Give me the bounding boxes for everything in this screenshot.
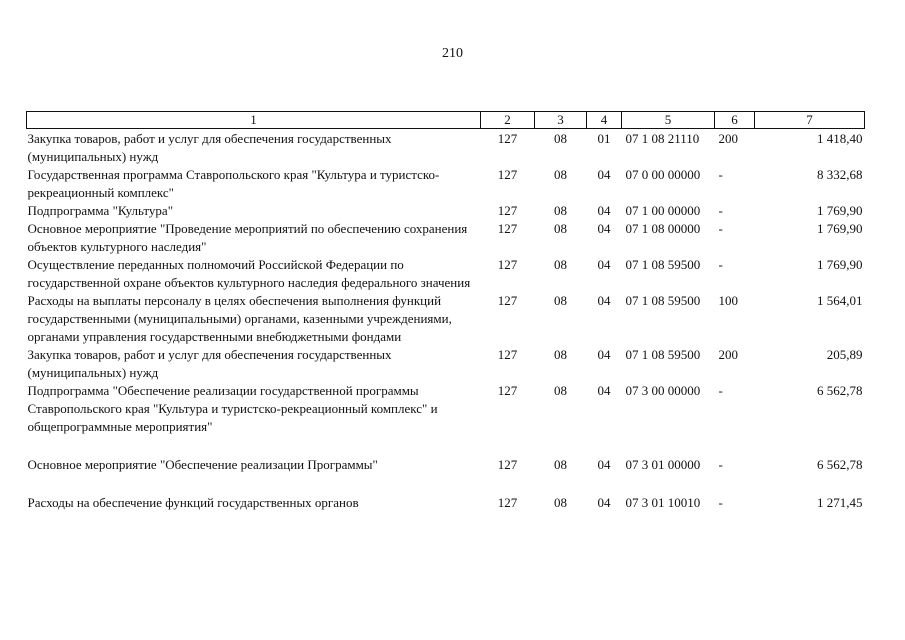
column-header-7: 7: [755, 112, 865, 129]
row-rz: 08: [554, 131, 567, 146]
row-pr: 04: [597, 293, 611, 308]
column-header-4: 4: [587, 112, 622, 129]
row-vr: -: [718, 221, 723, 236]
row-csr: 07 1 08 59500: [625, 257, 701, 272]
table-header: [27, 112, 865, 129]
row-name: Основное мероприятие "Обеспечение реализации Программы": [27, 457, 378, 472]
table-row: [27, 292, 865, 346]
row-name: Закупка товаров, работ и услуг для обеспечения государственных (муниципальных) нужд: [27, 131, 392, 164]
row-csr: 07 1 08 21110: [625, 131, 700, 146]
row-amount: 8 332,68: [817, 167, 863, 182]
row-csr: 07 1 08 59500: [625, 293, 701, 308]
row-csr: 07 3 01 10010: [625, 495, 701, 510]
row-amount: 1 564,01: [817, 293, 863, 308]
table-row: [27, 456, 865, 494]
row-vr: -: [718, 457, 723, 472]
row-name: Закупка товаров, работ и услуг для обеспечения государственных (муниципальных) нужд: [27, 347, 392, 380]
row-ved: 127: [497, 221, 518, 236]
table-row: [27, 382, 865, 456]
row-pr: 04: [597, 347, 611, 362]
row-name: Осуществление переданных полномочий Российской Федерации по государственной охране объектов культурного наследия федерального значения: [27, 257, 471, 290]
row-amount: 6 562,78: [817, 383, 863, 398]
row-amount: 1 769,90: [817, 257, 863, 272]
row-name: Подпрограмма "Культура": [27, 203, 174, 218]
table-body: [27, 129, 865, 513]
row-name: Основное мероприятие "Проведение мероприятий по обеспечению сохранения объектов культурного наследия": [27, 221, 468, 254]
row-ved: 127: [497, 383, 518, 398]
row-amount: 1 769,90: [817, 221, 863, 236]
row-pr: 04: [597, 257, 611, 272]
row-pr: 04: [597, 203, 611, 218]
column-header-5: 5: [622, 112, 715, 129]
row-amount: 6 562,78: [817, 457, 863, 472]
row-csr: 07 3 01 00000: [625, 457, 701, 472]
table-row: [27, 220, 865, 256]
row-csr: 07 1 08 00000: [625, 221, 701, 236]
row-pr: 04: [597, 495, 611, 510]
row-vr: 200: [718, 347, 738, 362]
row-vr: -: [718, 383, 723, 398]
column-number-row: [27, 112, 865, 129]
budget-table: [26, 111, 865, 512]
row-rz: 08: [554, 457, 567, 472]
table-row: [27, 346, 865, 382]
column-header-6: 6: [715, 112, 755, 129]
page-number: 210: [442, 46, 463, 61]
row-ved: 127: [497, 347, 518, 362]
row-csr: 07 0 00 00000: [625, 167, 701, 182]
row-ved: 127: [497, 131, 518, 146]
row-name: Расходы на обеспечение функций государственных органов: [27, 495, 359, 510]
row-name: Государственная программа Ставропольского края "Культура и туристско-рекреационный комплекс": [27, 167, 440, 200]
row-pr: 01: [597, 131, 611, 146]
row-amount: 205,89: [826, 347, 863, 362]
row-name: Подпрограмма "Обеспечение реализации государственной программы Ставропольского края "Культура и туристско-рекреационный комплекс" и общепрограммные мероприятия": [27, 383, 438, 434]
row-csr: 07 1 08 59500: [625, 347, 701, 362]
row-rz: 08: [554, 167, 567, 182]
row-amount: 1 271,45: [817, 495, 863, 510]
row-pr: 04: [597, 383, 611, 398]
table-row: [27, 166, 865, 202]
table-row: [27, 202, 865, 220]
row-rz: 08: [554, 203, 567, 218]
row-ved: 127: [497, 293, 518, 308]
row-pr: 04: [597, 167, 611, 182]
column-header-3: 3: [535, 112, 587, 129]
row-pr: 04: [597, 457, 611, 472]
row-rz: 08: [554, 221, 567, 236]
row-amount: 1 418,40: [817, 131, 863, 146]
table-row: [27, 129, 865, 167]
row-csr: 07 1 00 00000: [625, 203, 701, 218]
table-row: [27, 494, 865, 512]
row-ved: 127: [497, 167, 518, 182]
row-rz: 08: [554, 383, 567, 398]
row-vr: -: [718, 203, 723, 218]
column-header-1: 1: [27, 112, 481, 129]
row-vr: 100: [718, 293, 738, 308]
row-amount: 1 769,90: [817, 203, 863, 218]
column-header-2: 2: [481, 112, 535, 129]
row-pr: 04: [597, 221, 611, 236]
row-vr: 200: [718, 131, 738, 146]
row-vr: -: [718, 167, 723, 182]
row-ved: 127: [497, 257, 518, 272]
row-rz: 08: [554, 347, 567, 362]
row-rz: 08: [554, 257, 567, 272]
row-rz: 08: [554, 495, 567, 510]
row-vr: -: [718, 495, 723, 510]
row-vr: -: [718, 257, 723, 272]
row-ved: 127: [497, 203, 518, 218]
row-name: Расходы на выплаты персоналу в целях обеспечения выполнения функций государственными (муниципальными) органами, казенными учреждениями, органами управления государственными внебюджетными фондами: [27, 293, 452, 344]
row-ved: 127: [497, 495, 518, 510]
row-ved: 127: [497, 457, 518, 472]
table-row: [27, 256, 865, 292]
row-csr: 07 3 00 00000: [625, 383, 701, 398]
row-rz: 08: [554, 293, 567, 308]
